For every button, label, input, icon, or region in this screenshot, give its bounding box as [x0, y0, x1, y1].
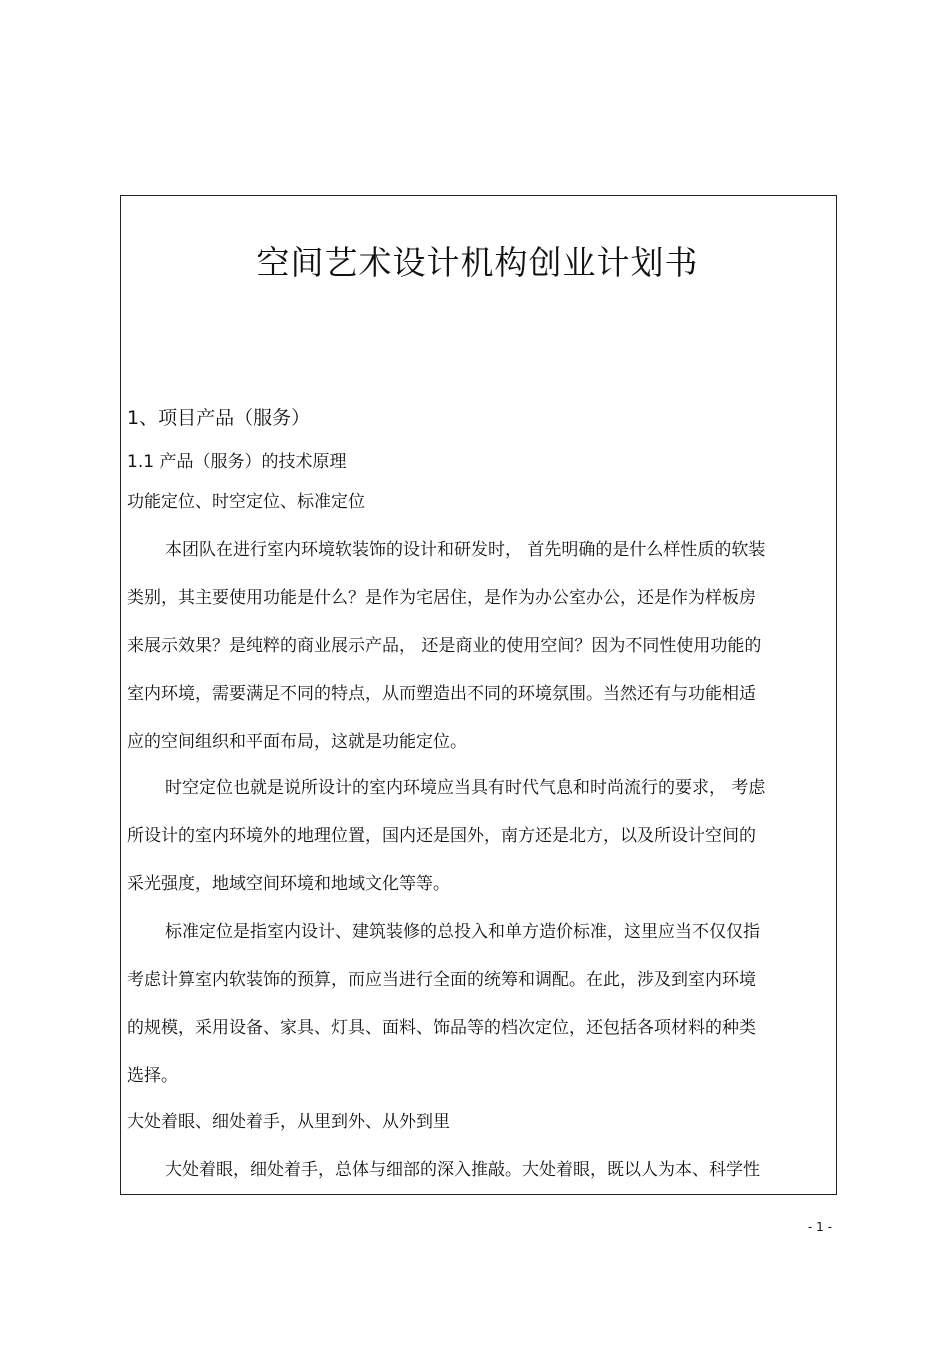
paragraph-line: 时空定位也就是说所设计的室内环境应当具有时代气息和时尚流行的要求， 考虑 — [165, 778, 766, 798]
topic-heading: 大处着眼、细处着手，从里到外、从外到里 — [127, 1112, 450, 1132]
paragraph-line: 应的空间组织和平面布局，这就是功能定位。 — [127, 732, 467, 752]
subsection-heading: 1.1 产品（服务）的技术原理 — [127, 452, 347, 472]
paragraph-line: 的规模，采用设备、家具、灯具、面料、饰品等的档次定位，还包括各项材料的种类 — [127, 1018, 756, 1038]
document-title: 空间艺术设计机构创业计划书 — [256, 243, 699, 282]
paragraph-line: 标准定位是指室内设计、建筑装修的总投入和单方造价标准，这里应当不仅仅指 — [165, 922, 760, 942]
section-heading: 1、项目产品（服务） — [127, 407, 311, 429]
page-number: - 1 - — [808, 1220, 832, 1234]
paragraph-line: 本团队在进行室内环境软装饰的设计和研发时， 首先明确的是什么样性质的软装 — [165, 540, 766, 560]
paragraph-line: 选择。 — [127, 1066, 178, 1086]
paragraph-line: 所设计的室内环境外的地理位置，国内还是国外，南方还是北方，以及所设计空间的 — [127, 826, 756, 846]
paragraph-line: 大处着眼，细处着手，总体与细部的深入推敲。大处着眼，既以人为本、科学性 — [165, 1160, 760, 1180]
paragraph-line: 采光强度，地域空间环境和地域文化等等。 — [127, 874, 450, 894]
topic-heading: 功能定位、时空定位、标准定位 — [127, 492, 365, 512]
paragraph-line: 室内环境，需要满足不同的特点，从而塑造出不同的环境氛围。当然还有与功能相适 — [127, 684, 756, 704]
paragraph-line: 来展示效果？是纯粹的商业展示产品， 还是商业的使用空间？因为不同性使用功能的 — [127, 636, 762, 656]
paragraph-line: 类别，其主要使用功能是什么？是作为宅居住，是作为办公室办公，还是作为样板房 — [127, 588, 756, 608]
paragraph-line: 考虑计算室内软装饰的预算，而应当进行全面的统筹和调配。在此，涉及到室内环境 — [127, 970, 756, 990]
